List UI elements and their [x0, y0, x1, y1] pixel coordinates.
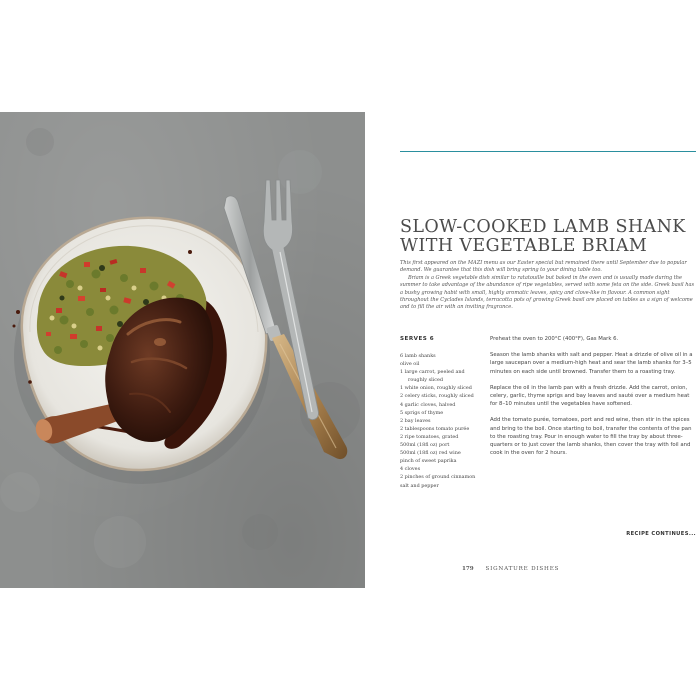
- accent-rule: [400, 151, 696, 152]
- recipe-intro: [400, 260, 696, 312]
- intro-paragraph: Briam is a Greek vegetable dish similar to ratatouille but baked in the oven and is usually made during the summer to take advantage of the abundance of ripe vegetables, served with some feta on the side. Greek basil has a bushy growing habit with small, highly aromatic leaves, spicy and clove-like in flavour. A common sight throughout the Cyclades Islands, terracotta pots of growing Greek basil are placed on tables as a sign of welcome and to fill the air with an inviting fragrance.: [400, 274, 695, 311]
- ingredient-item: salt and pepper: [400, 482, 439, 489]
- method-step: Replace the oil in the lamb pan with a fresh drizzle. Add the carrot, onion, celery, garlic, thyme sprigs and bay leaves and sauté over a medium heat for 8–10 minutes until the vegetables have softened.: [490, 384, 690, 408]
- ingredient-item: 2 celery sticks, roughly sliced: [400, 393, 474, 400]
- fork-illustration: [263, 180, 318, 420]
- ingredient-item: 2 tablespoons tomato purée: [400, 425, 470, 432]
- ingredient-item: 1 large carrot, peeled and: [400, 369, 465, 376]
- ingredient-item: 1 white onion, roughly sliced: [400, 385, 472, 392]
- recipe-continues: RECIPE CONTINUES...: [626, 531, 696, 537]
- ingredient-item: 2 pinches of ground cinnamon: [400, 474, 476, 481]
- intro-paragraph: This first appeared on the MAZI menu as our Easter special but remained there until September due to popular demand. We guarantee that this dish will bring spring to your dining table too.: [400, 260, 687, 274]
- ingredient-item: pinch of sweet paprika: [400, 458, 457, 465]
- method-step: Season the lamb shanks with salt and pepper. Heat a drizzle of olive oil in a large saucepan over a medium-high heat and sear the lamb shanks for 3–5 minutes on each side until browned. Transfer them to a roasting tray.: [490, 352, 693, 375]
- recipe-title-line2: WITH VEGETABLE BRIAM: [400, 236, 648, 256]
- recipe-title-line1: SLOW-COOKED LAMB SHANK: [400, 217, 686, 237]
- ingredient-item: 6 lamb shanks: [400, 353, 436, 359]
- page-number: 179: [462, 566, 474, 572]
- ingredient-item: olive oil: [400, 361, 420, 368]
- ingredient-item: 500ml (18fl oz) red wine: [400, 450, 461, 457]
- ingredient-item: 5 sprigs of thyme: [400, 409, 444, 416]
- food-photo-illustration: [0, 112, 365, 588]
- ingredient-item: 4 cloves: [400, 466, 421, 473]
- food-photo: [0, 112, 365, 588]
- method-step: Preheat the oven to 200°C (400°F), Gas Mark 6.: [490, 336, 619, 342]
- recipe-title: [400, 218, 696, 256]
- ingredient-item: 4 garlic cloves, halved: [400, 401, 456, 408]
- ingredient-item: 2 ripe tomatoes, grated: [400, 433, 459, 440]
- section-name: SIGNATURE DISHES: [485, 566, 560, 572]
- ingredient-item: 2 bay leaves: [400, 417, 431, 424]
- ingredient-item: roughly sliced: [408, 377, 443, 384]
- method-steps: [490, 335, 696, 465]
- method-step: Add the tomato purée, tomatoes, port and red wine, then stir in the spices and bring to the boil. Once starting to boil, transfer the contents of the pan to the roasting tray. Pour in enough water to fill the tray by about three-quarters or to just cover the lamb shanks, then cover the tray with foil and cook in the oven for 2 hours.: [490, 417, 692, 457]
- page-footer: [462, 566, 559, 572]
- serves-label: SERVES 6: [400, 336, 435, 342]
- ingredient-item: 500ml (18fl oz) port: [400, 442, 450, 449]
- ingredients-list: [400, 352, 484, 490]
